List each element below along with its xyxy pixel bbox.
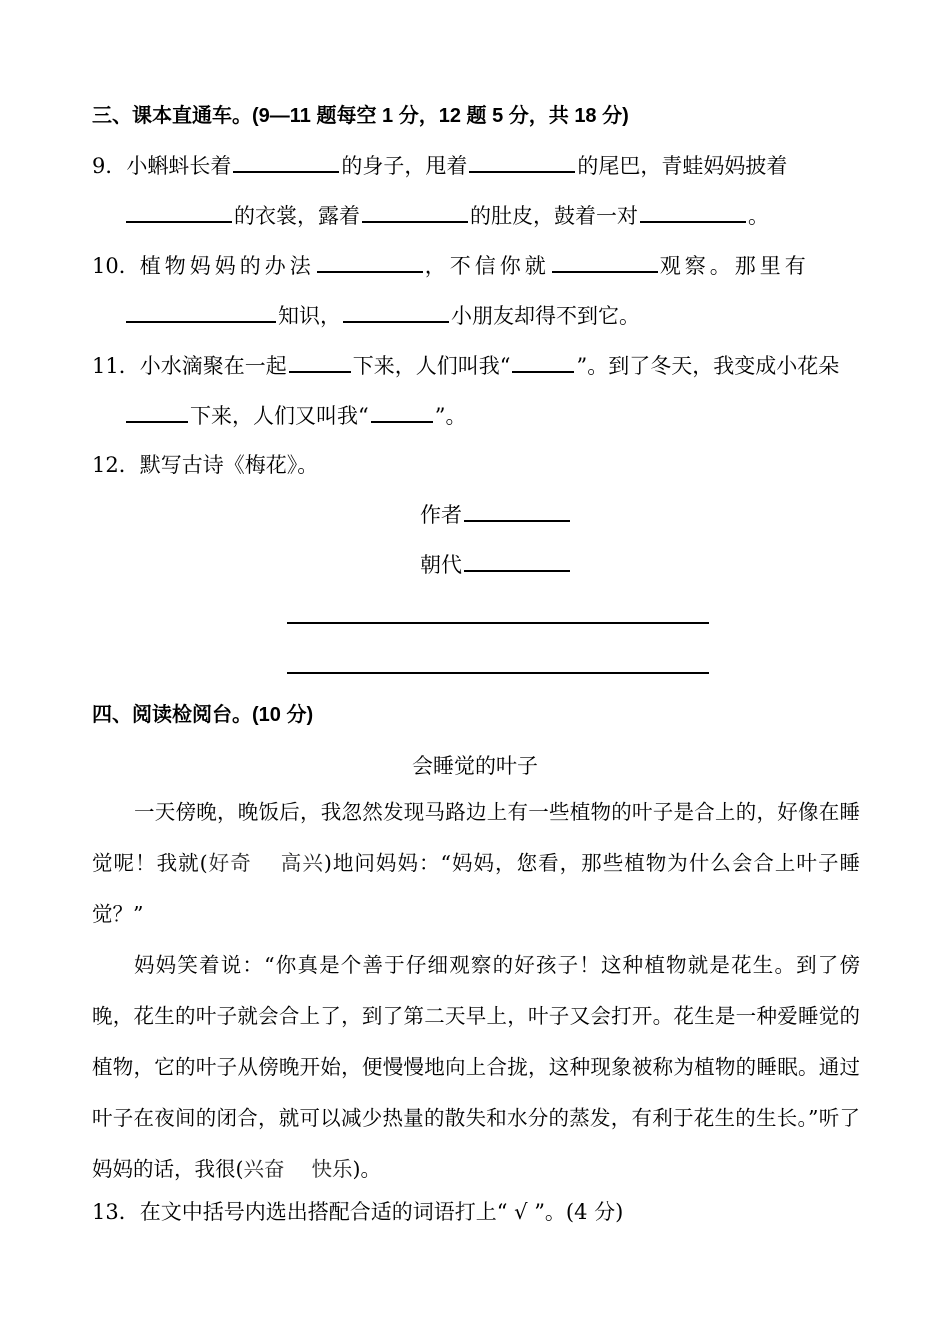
question-9-line-1: 9．小蝌蚪长着 的身子，甩着 的尾巴，青蛙妈妈披着 bbox=[92, 151, 787, 180]
answer-blank[interactable] bbox=[371, 401, 433, 423]
word-choice-1[interactable]: 好奇 高兴 bbox=[207, 851, 324, 875]
answer-blank[interactable] bbox=[362, 201, 468, 223]
answer-blank[interactable] bbox=[233, 151, 339, 173]
reading-passage bbox=[92, 787, 860, 1195]
question-11-line-1: 11．小水滴聚在一起 下来，人们叫我“ ”。到了冬天，我变成小花朵 bbox=[92, 351, 839, 380]
answer-blank[interactable] bbox=[640, 201, 746, 223]
answer-blank[interactable] bbox=[343, 301, 449, 323]
answer-blank[interactable] bbox=[512, 351, 574, 373]
poem-answer-line-1[interactable] bbox=[287, 622, 709, 624]
question-11-line-2: 下来，人们又叫我“ ”。 bbox=[124, 401, 467, 430]
question-number: 12． bbox=[92, 453, 140, 477]
section-4-heading: 四、阅读检阅台。(10 分) bbox=[92, 704, 314, 726]
passage-paragraph-1: 一天傍晚，晚饭后，我忽然发现马路边上有一些植物的叶子是合上的，好像在睡觉呢！我就(好奇 高兴)地问妈妈：“妈妈，您看，那些植物为什么会合上叶子睡觉？” bbox=[92, 800, 860, 926]
answer-blank[interactable] bbox=[317, 251, 423, 273]
answer-blank[interactable] bbox=[469, 151, 575, 173]
poem-dynasty-line: 朝代 bbox=[420, 550, 572, 579]
question-number: 13． bbox=[92, 1200, 140, 1224]
question-13: 13．在文中括号内选出搭配合适的词语打上“ √ ”。(4 分) bbox=[92, 1200, 624, 1224]
answer-blank[interactable] bbox=[126, 401, 188, 423]
answer-blank[interactable] bbox=[289, 351, 351, 373]
question-number: 11． bbox=[92, 354, 140, 378]
question-number: 10． bbox=[92, 254, 140, 278]
question-10-line-1: 10．植物妈妈的办法 ，不信你就 观察。那里有 bbox=[92, 251, 810, 280]
answer-blank[interactable] bbox=[464, 550, 570, 572]
answer-blank[interactable] bbox=[126, 301, 276, 323]
passage-paragraph-2: 妈妈笑着说：“你真是个善于仔细观察的好孩子！这种植物就是花生。到了傍晚，花生的叶子就会合上了，到了第二天早上，叶子又会打开。花生是一种爱睡觉的植物，它的叶子从傍晚开始，便慢慢地向上合拢，这种现象被称为植物的睡眠。通过叶子在夜间的闭合，就可以减少热量的散失和水分的蒸发，有利于花生的生长。”听了妈妈的话，我很(兴奋 快乐)。 bbox=[92, 953, 860, 1181]
answer-blank[interactable] bbox=[552, 251, 658, 273]
word-choice-2[interactable]: 兴奋 快乐 bbox=[243, 1157, 353, 1181]
answer-blank[interactable] bbox=[126, 201, 232, 223]
answer-blank[interactable] bbox=[464, 500, 570, 522]
question-10-line-2: 知识， 小朋友却得不到它。 bbox=[124, 301, 640, 330]
question-number: 9． bbox=[92, 154, 127, 178]
poem-author-line: 作者 bbox=[420, 500, 572, 529]
poem-answer-line-2[interactable] bbox=[287, 672, 709, 674]
section-3-heading: 三、课本直通车。(9—11 题每空 1 分，12 题 5 分，共 18 分) bbox=[92, 105, 629, 127]
passage-title: 会睡觉的叶子 bbox=[412, 754, 538, 778]
question-12: 12．默写古诗《梅花》。 bbox=[92, 453, 319, 477]
question-9-line-2: 的衣裳，露着 的肚皮，鼓着一对 。 bbox=[124, 201, 769, 230]
